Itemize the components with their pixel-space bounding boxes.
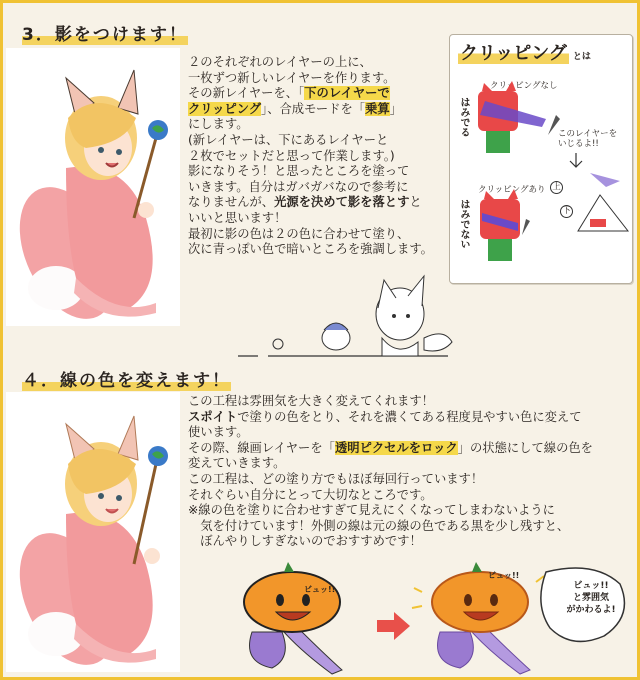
clipping-explanation-box xyxy=(449,34,633,284)
body-line xyxy=(188,410,593,426)
body-line xyxy=(188,71,433,87)
body-line xyxy=(188,55,433,71)
without-clipping-label: クリッピングなし xyxy=(490,81,558,91)
text-segment: で塗りの色をとり、それを濃くてある程度見やすい色に変えて xyxy=(237,409,582,424)
pumpkin-after xyxy=(412,562,544,674)
section-3-heading: 3．影をつけます！ xyxy=(22,25,188,45)
sfx-after: ビュッ!! xyxy=(488,571,520,580)
top-layer-marker: 上 xyxy=(550,181,563,194)
speech-bubble xyxy=(556,580,626,616)
sfx-before: ビュッ!! xyxy=(304,585,336,594)
girl-illustration-shaded xyxy=(6,48,180,326)
body-line xyxy=(188,534,593,550)
body-line xyxy=(188,180,433,196)
text-segment: ぼんやりしすぎないのでおすすめです！ xyxy=(188,534,422,549)
highlighted-text: 透明ピクセルをロック xyxy=(334,440,458,455)
body-line xyxy=(188,456,593,472)
body-line xyxy=(188,472,593,488)
text-segment: この工程は雰囲気を大きく変えてくれます！ xyxy=(188,394,434,408)
overflow-label: はみでる xyxy=(458,97,469,137)
body-line xyxy=(188,394,593,410)
text-segment: 」の状態にして線の色を xyxy=(457,440,593,455)
text-segment: にします。 xyxy=(188,117,249,132)
body-line xyxy=(188,149,433,165)
bubble-line-1: ビュッ!! xyxy=(573,581,609,591)
text-segment: ※線の色を塗りに合わせすぎて見えにくくなってしまわないように xyxy=(188,503,555,518)
highlighted-text: クリッピング xyxy=(188,101,262,116)
text-segment: 」、合成モードを「 xyxy=(261,101,366,116)
text-segment: その際、線画レイヤーを「 xyxy=(188,440,335,455)
text-segment: ２枚でセットだと思って作業します。) xyxy=(188,148,395,163)
text-segment: 気を付けています！外側の線は元の線の色である黒を少し残すと、 xyxy=(188,518,570,533)
section-4-body xyxy=(188,394,593,550)
body-line xyxy=(188,86,433,102)
body-line xyxy=(188,519,593,535)
section-3-body xyxy=(188,55,433,258)
text-segment: (新レイヤーは、下にあるレイヤーと xyxy=(188,132,389,147)
bubble-line-2: と雰囲気 xyxy=(572,593,609,603)
text-segment: 次に青っぽい色で暗いところを強調します。 xyxy=(188,242,433,257)
layer-note: このレイヤーをいじるよ!! xyxy=(558,129,618,149)
girl-illustration-recolored-lines xyxy=(6,392,180,672)
text-segment: その新レイヤーを、「 xyxy=(188,86,305,101)
text-segment: ２のそれぞれのレイヤーの上に、 xyxy=(188,55,372,69)
clipping-diagram xyxy=(450,35,632,283)
text-segment: と xyxy=(409,195,422,210)
text-segment: 変えていきます。 xyxy=(188,456,286,471)
body-line xyxy=(188,242,433,258)
text-segment: いいと思います！ xyxy=(188,210,287,225)
text-segment: 使います。 xyxy=(188,425,249,440)
body-line xyxy=(188,211,433,227)
body-line xyxy=(188,164,433,180)
body-line xyxy=(188,503,593,519)
text-segment: 」 xyxy=(389,101,402,116)
clipping-title: クリッピング とは xyxy=(460,43,591,64)
highlighted-text: 乗算 xyxy=(365,101,390,116)
bubble-line-3: がかわるよ! xyxy=(566,605,616,615)
body-line xyxy=(188,195,433,211)
text-segment: なりませんが、 xyxy=(188,195,275,210)
bold-text: スポイト xyxy=(188,409,238,424)
highlighted-text: 下のレイヤーで xyxy=(304,86,390,101)
text-segment: いきます。自分はガバガバなので参考に xyxy=(188,179,409,194)
text-segment: 最初に影の色は２の色に合わせて塗り、 xyxy=(188,226,410,241)
body-line xyxy=(188,488,593,504)
text-segment: それぐらい自分にとって大切なところです。 xyxy=(188,487,433,502)
body-line xyxy=(188,102,433,118)
no-overflow-label: はみでない xyxy=(458,199,469,249)
text-segment: この工程は、どの塗り方でもほぼ毎回行っています！ xyxy=(188,471,484,486)
body-line xyxy=(188,117,433,133)
with-clipping-label: クリッピングあり xyxy=(478,185,546,195)
pumpkin-before xyxy=(244,562,342,674)
bold-text: 光源を決めて影を落とす xyxy=(274,195,410,210)
section-4-heading: ４．線の色を変えます！ xyxy=(22,371,231,391)
bottom-layer-marker: 下 xyxy=(560,205,573,218)
body-line xyxy=(188,425,593,441)
body-line xyxy=(188,133,433,149)
chibi-doodle xyxy=(238,268,468,380)
body-line xyxy=(188,441,593,457)
text-segment: 影になりそう！と思ったところを塗って xyxy=(188,164,410,179)
text-segment: 一枚ずつ新しいレイヤーを作ります。 xyxy=(188,70,396,85)
body-line xyxy=(188,227,433,243)
